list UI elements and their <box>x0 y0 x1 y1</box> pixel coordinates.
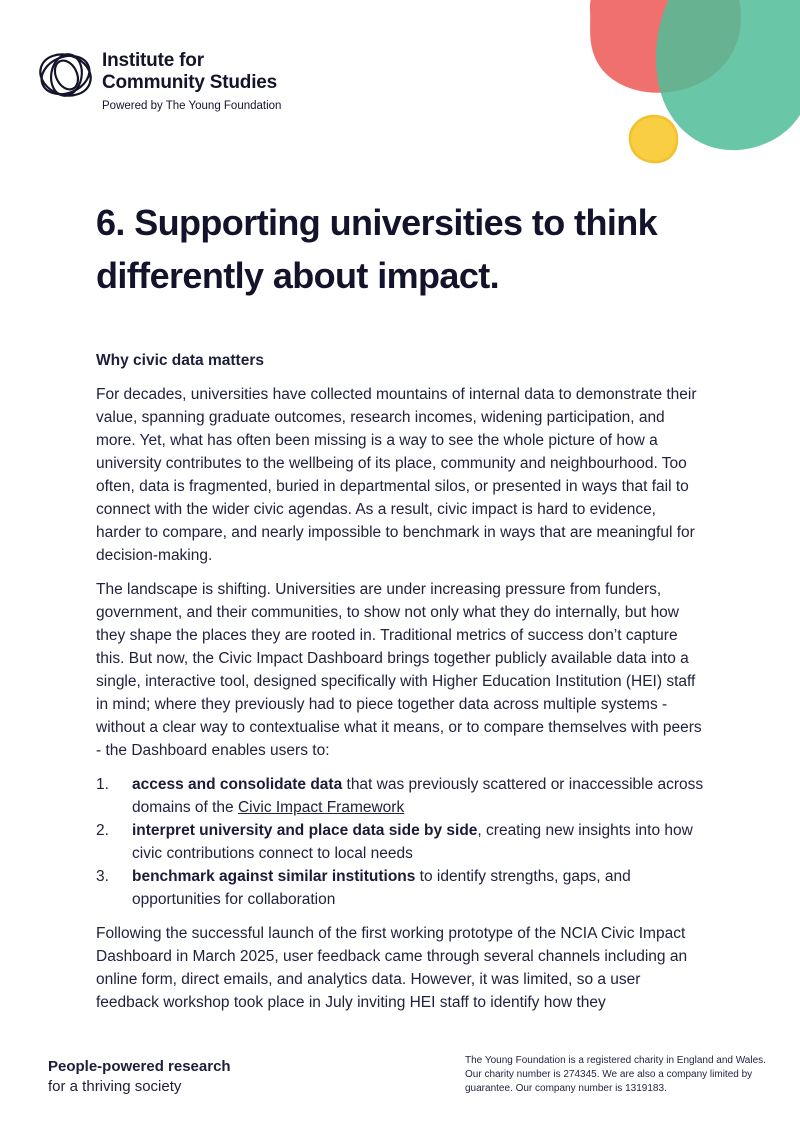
list-item-rest: that was previously scattered or inaccessible across domains of the <box>132 776 704 816</box>
paragraph-3: Following the successful launch of the first working prototype of the NCIA Civic Impact Dashboard in March 2025, user feedback came through several channels including an online form, direct emails, and analytics data. However, it was limited, so a user feedback workshop took place in July inviting HEI staff to identify how they <box>96 925 688 1011</box>
org-name-line2: Community Studies <box>102 72 278 93</box>
paragraph-2: The landscape is shifting. Universities are under increasing pressure from funders, government, and their communities, to show not only what they do internally, but how they shape the places they are rooted in. Traditional metrics of success don’t capture this. But now, the Civic Impact Dashboard brings together publicly available data into a single, interactive tool, designed specifically with Higher Education Institution (HEI) staff in mind; where they previously had to piece together data across multiple systems - without a clear way to contextualise what it means, or to compare themselves with peers - the Dashboard enables users to: <box>96 581 702 759</box>
list-number: 2. <box>96 822 109 839</box>
page-title <box>96 196 704 302</box>
list-item-bold-phrase: benchmark against similar institutions <box>132 868 416 885</box>
list-item-3 <box>96 865 704 911</box>
teal-blob <box>656 0 800 150</box>
paragraph-1: For decades, universities have collected mountains of internal data to demonstrate their value, spanning graduate outcomes, research incomes, widening participation, and more. Yet, what has often been missing is a way to see the whole picture of how a university contributes to the wellbeing of its place, community and neighbourhood. Too often, data is fragmented, buried in departmental silos, or presented in ways that fail to connect with the wider civic agendas. As a result, civic impact is hard to evidence, harder to compare, and nearly impossible to benchmark in ways that are meaningful for decision-making. <box>96 386 697 564</box>
article <box>96 196 704 1014</box>
list-number: 3. <box>96 868 109 885</box>
list-item-text <box>132 773 704 819</box>
charity-info-line-1: The Young Foundation is a registered charity in England and Wales. <box>465 1055 766 1066</box>
numbered-list <box>96 773 704 911</box>
footer-tagline-regular: for a thriving society <box>48 1078 182 1095</box>
footer-tagline-bold: People-powered research <box>48 1058 231 1075</box>
org-name-line1: Institute for <box>102 50 204 71</box>
civic-impact-framework-link[interactable]: Civic Impact Framework <box>237 799 405 816</box>
list-item-1 <box>96 773 704 819</box>
list-item-text <box>132 865 704 911</box>
list-item-bold-phrase: access and consolidate data <box>132 776 343 793</box>
org-tagline: Powered by The Young Foundation <box>102 100 282 112</box>
footer-tagline <box>48 1057 231 1097</box>
brand-header <box>37 45 281 113</box>
list-item-rest: to identify strengths, gaps, and opportunities for collaboration <box>132 868 631 908</box>
section-subheading: Why civic data matters <box>96 352 264 369</box>
list-item-2 <box>96 819 704 865</box>
list-item-bold-phrase: interpret university and place data side by side <box>132 822 478 839</box>
title-line-2: differently about impact. <box>96 255 500 296</box>
list-number: 1. <box>96 776 109 793</box>
decorative-blobs <box>560 0 800 210</box>
title-line-1: 6. Supporting universities to think <box>96 202 658 243</box>
ics-logo-icon <box>37 45 94 105</box>
charity-info-line-3: guarantee. Our company number is 1319183. <box>465 1083 667 1094</box>
yellow-blob <box>630 116 677 162</box>
list-item-rest: , creating new insights into how civic contributions connect to local needs <box>132 822 693 862</box>
charity-info-line-2: Our charity number is 274345. We are also a company limited by <box>465 1069 753 1080</box>
list-item-text <box>132 819 704 865</box>
charity-registration-info <box>465 1054 766 1096</box>
